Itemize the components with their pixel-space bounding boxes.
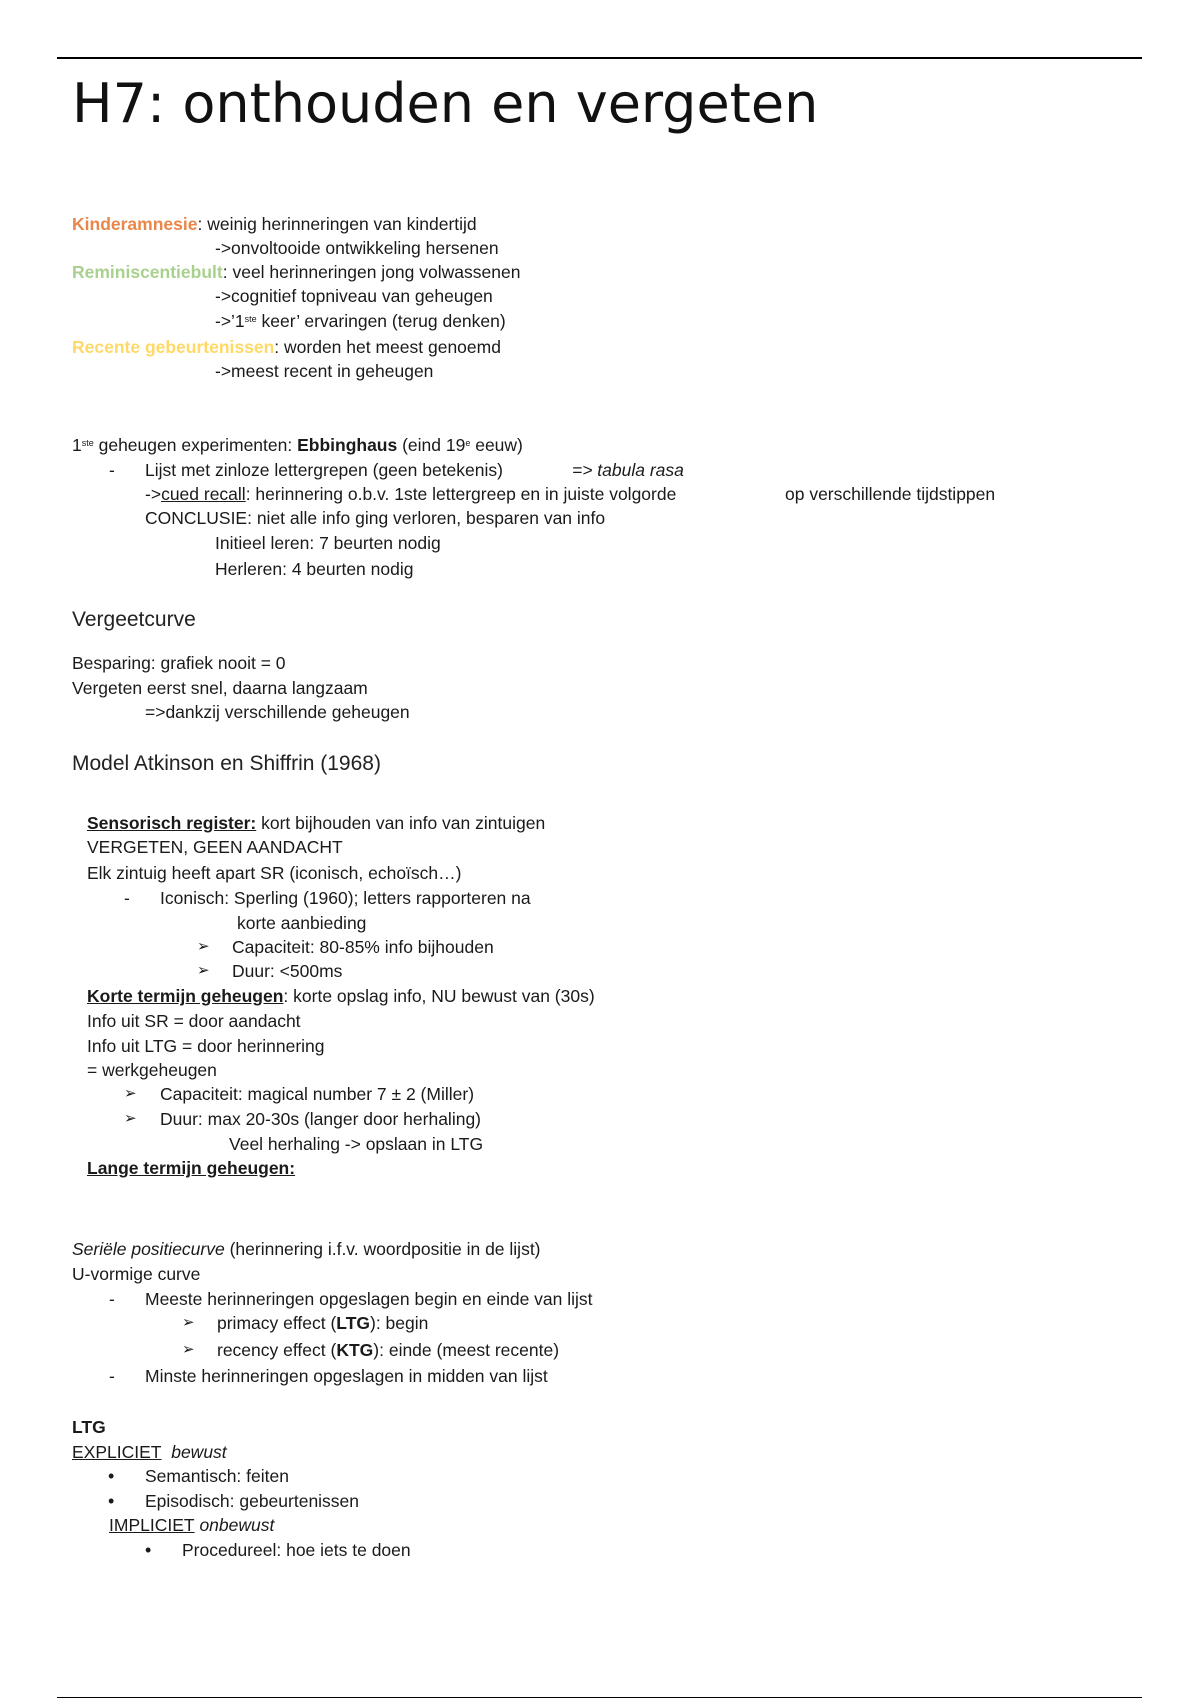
- ebbinghaus-name: Ebbinghaus: [297, 435, 398, 455]
- cued-recall-term: cued recall: [161, 484, 246, 504]
- reminiscentiebult-sub-1: ->cognitief topniveau van geheugen: [215, 286, 493, 306]
- herleren-line: Herleren: 4 beurten nodig: [215, 559, 414, 579]
- u-vormige-curve-line: U-vormige curve: [72, 1264, 201, 1284]
- korte-aanbieding-line: korte aanbieding: [237, 913, 367, 933]
- list-dash: -: [124, 888, 130, 908]
- top-rule: [57, 57, 1142, 59]
- elk-zintuig-line: Elk zintuig heeft apart SR (iconisch, echoïsch…): [87, 863, 462, 883]
- ebbinghaus-heading-line: 1ste geheugen experimenten: Ebbinghaus (eind 19e eeuw): [72, 435, 523, 455]
- ebbinghaus-list-line: Lijst met zinloze lettergrepen (geen betekenis): [145, 460, 503, 480]
- reminiscentiebult-sub-2: ->’1ste keer’ ervaringen (terug denken): [215, 311, 506, 331]
- recente-gebeurtenissen-line: [72, 336, 501, 358]
- reminiscentiebult-term: Reminiscentiebult: [72, 262, 223, 282]
- arrow-bullet-icon: ➢: [182, 1314, 195, 1331]
- dankzij-line: =>dankzij verschillende geheugen: [145, 702, 410, 722]
- list-dash: -: [109, 1366, 115, 1386]
- ltg-term: Lange termijn geheugen:: [87, 1158, 296, 1178]
- ktg-duur-line: Duur: max 20-30s (langer door herhaling): [160, 1109, 481, 1129]
- arrow-bullet-icon: ➢: [124, 1110, 137, 1127]
- bullet-icon: •: [108, 1491, 115, 1511]
- recency-effect-line: recency effect (KTG): einde (meest recente): [217, 1340, 560, 1360]
- page-title: H7: onthouden en vergeten: [72, 72, 819, 135]
- vergeetcurve-heading: Vergeetcurve: [72, 608, 196, 631]
- vergeten-line: Vergeten eerst snel, daarna langzaam: [72, 678, 368, 698]
- reminiscentiebult-definition: : veel herinneringen jong volwassenen: [222, 262, 521, 282]
- model-heading: Model Atkinson en Shiffrin (1968): [72, 752, 381, 775]
- reminiscentiebult-line: [72, 261, 520, 283]
- bottom-rule: [57, 1697, 1142, 1698]
- veel-herhaling-line: Veel herhaling -> opslaan in LTG: [229, 1134, 484, 1154]
- ltg-heading: LTG: [72, 1417, 106, 1437]
- werkgeheugen-line: = werkgeheugen: [87, 1060, 217, 1080]
- kinderamnesie-sub: ->onvoltooide ontwikkeling hersenen: [215, 238, 499, 258]
- sr-duur-line: Duur: <500ms: [232, 961, 343, 981]
- seriele-positiecurve-line: Seriële positiecurve (herinnering i.f.v. woordpositie in de lijst): [72, 1239, 541, 1259]
- ktg-line: Korte termijn geheugen: korte opslag info, NU bewust van (30s): [87, 986, 595, 1006]
- tabula-rasa-note: => tabula rasa: [572, 460, 684, 480]
- sr-capaciteit-line: Capaciteit: 80-85% info bijhouden: [232, 937, 494, 957]
- recente-gebeurtenissen-definition: : worden het meest genoemd: [274, 337, 501, 357]
- seriele-positiecurve-term: Seriële positiecurve: [72, 1239, 225, 1259]
- expliciet-line: EXPLICIET bewust: [72, 1442, 227, 1462]
- recente-gebeurtenissen-sub: ->meest recent in geheugen: [215, 361, 434, 381]
- sensorisch-register-term: Sensorisch register:: [87, 813, 257, 833]
- kinderamnesie-definition: : weinig herinneringen van kindertijd: [197, 214, 477, 234]
- cued-recall-line: ->cued recall: herinnering o.b.v. 1ste lettergreep en in juiste volgorde: [145, 484, 677, 504]
- arrow-bullet-icon: ➢: [182, 1341, 195, 1358]
- procedureel-line: Procedureel: hoe iets te doen: [182, 1540, 411, 1560]
- kinderamnesie-term: Kinderamnesie: [72, 214, 198, 234]
- meeste-herinneringen-line: Meeste herinneringen opgeslagen begin en einde van lijst: [145, 1289, 593, 1309]
- impliciet-line: IMPLICIET onbewust: [109, 1515, 275, 1535]
- ktg-capaciteit-line: Capaciteit: magical number 7 ± 2 (Miller): [160, 1084, 475, 1104]
- bullet-icon: •: [145, 1540, 152, 1560]
- ktg-term: Korte termijn geheugen: [87, 986, 284, 1006]
- kinderamnesie-line: [72, 213, 477, 235]
- episodisch-line: Episodisch: gebeurtenissen: [145, 1491, 360, 1511]
- arrow-bullet-icon: ➢: [197, 962, 210, 979]
- primacy-effect-line: primacy effect (LTG): begin: [217, 1313, 429, 1333]
- besparing-line: Besparing: grafiek nooit = 0: [72, 653, 286, 673]
- minste-herinneringen-line: Minste herinneringen opgeslagen in midden van lijst: [145, 1366, 548, 1386]
- tijdstippen-note: op verschillende tijdstippen: [785, 484, 996, 504]
- semantisch-line: Semantisch: feiten: [145, 1466, 289, 1486]
- arrow-bullet-icon: ➢: [197, 938, 210, 955]
- vergeten-geen-aandacht-line: VERGETEN, GEEN AANDACHT: [87, 837, 343, 857]
- sensorisch-register-line: Sensorisch register: kort bijhouden van info van zintuigen: [87, 813, 546, 833]
- conclusie-line: CONCLUSIE: niet alle info ging verloren, besparen van info: [145, 508, 606, 528]
- recente-gebeurtenissen-term: Recente gebeurtenissen: [72, 337, 275, 357]
- info-ltg-line: Info uit LTG = door herinnering: [87, 1036, 325, 1056]
- iconisch-line: Iconisch: Sperling (1960); letters rapporteren na: [160, 888, 531, 908]
- list-dash: -: [109, 1289, 115, 1309]
- bullet-icon: •: [108, 1466, 115, 1486]
- arrow-bullet-icon: ➢: [124, 1085, 137, 1102]
- info-sr-line: Info uit SR = door aandacht: [87, 1011, 301, 1031]
- initieel-leren-line: Initieel leren: 7 beurten nodig: [215, 533, 441, 553]
- list-dash: -: [109, 460, 115, 480]
